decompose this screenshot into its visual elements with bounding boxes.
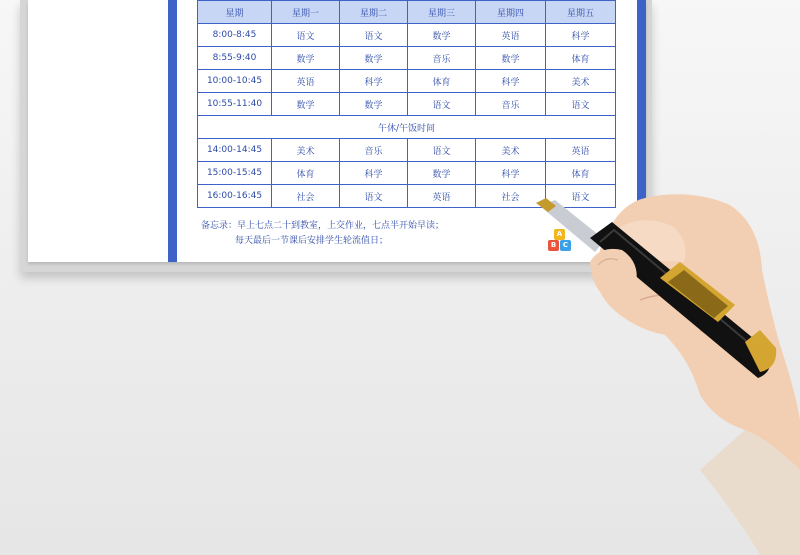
- class-cell: 数学: [272, 47, 340, 70]
- class-cell: 语文: [340, 185, 408, 208]
- class-cell: 音乐: [408, 47, 476, 70]
- header-cell-thursday: 星期四: [476, 1, 546, 24]
- class-cell: 社会: [476, 185, 546, 208]
- time-cell: 16:00-16:45: [198, 185, 272, 208]
- time-cell: 8:00-8:45: [198, 24, 272, 47]
- lunch-break-label: 午休/午饭时间: [198, 116, 616, 139]
- time-cell: 8:55-9:40: [198, 47, 272, 70]
- class-cell: 科学: [340, 162, 408, 185]
- class-cell: 音乐: [340, 139, 408, 162]
- memo-line-1: 备忘录：早上七点二十到教室，上交作业，七点半开始早读；: [201, 221, 445, 231]
- class-cell: 数学: [272, 93, 340, 116]
- class-cell: 数学: [340, 93, 408, 116]
- class-cell: 数学: [408, 162, 476, 185]
- class-cell: 科学: [476, 70, 546, 93]
- header-cell-tuesday: 星期二: [340, 1, 408, 24]
- class-cell: 体育: [272, 162, 340, 185]
- class-cell: 社会: [272, 185, 340, 208]
- letter-block: B: [548, 240, 559, 251]
- class-cell: 数学: [476, 47, 546, 70]
- time-cell: 14:00-14:45: [198, 139, 272, 162]
- class-cell: 音乐: [476, 93, 546, 116]
- class-cell: 语文: [272, 24, 340, 47]
- class-cell: 科学: [476, 162, 546, 185]
- class-cell: 语文: [408, 93, 476, 116]
- class-cell: 科学: [340, 70, 408, 93]
- letter-block: A: [554, 229, 565, 240]
- header-cell-wednesday: 星期三: [408, 1, 476, 24]
- class-cell: 美术: [546, 70, 616, 93]
- time-cell: 10:55-11:40: [198, 93, 272, 116]
- letter-block: C: [560, 240, 571, 251]
- header-cell-friday: 星期五: [546, 1, 616, 24]
- class-cell: 英语: [408, 185, 476, 208]
- class-cell: 美术: [476, 139, 546, 162]
- class-cell: 体育: [546, 162, 616, 185]
- memo-line-2: 每天最后一节课后安排学生轮流值日；: [235, 236, 389, 246]
- header-cell-weekday: 星期: [198, 1, 272, 24]
- class-cell: 语文: [408, 139, 476, 162]
- class-cell: 英语: [476, 24, 546, 47]
- class-cell: 科学: [546, 24, 616, 47]
- class-cell: 语文: [340, 24, 408, 47]
- time-cell: 15:00-15:45: [198, 162, 272, 185]
- class-cell: 英语: [546, 139, 616, 162]
- class-cell: 语文: [546, 185, 616, 208]
- class-cell: 数学: [408, 24, 476, 47]
- time-cell: 10:00-10:45: [198, 70, 272, 93]
- class-cell: 英语: [272, 70, 340, 93]
- class-cell: 数学: [340, 47, 408, 70]
- class-cell: 体育: [408, 70, 476, 93]
- header-cell-monday: 星期一: [272, 1, 340, 24]
- class-cell: 体育: [546, 47, 616, 70]
- class-cell: 美术: [272, 139, 340, 162]
- class-cell: 语文: [546, 93, 616, 116]
